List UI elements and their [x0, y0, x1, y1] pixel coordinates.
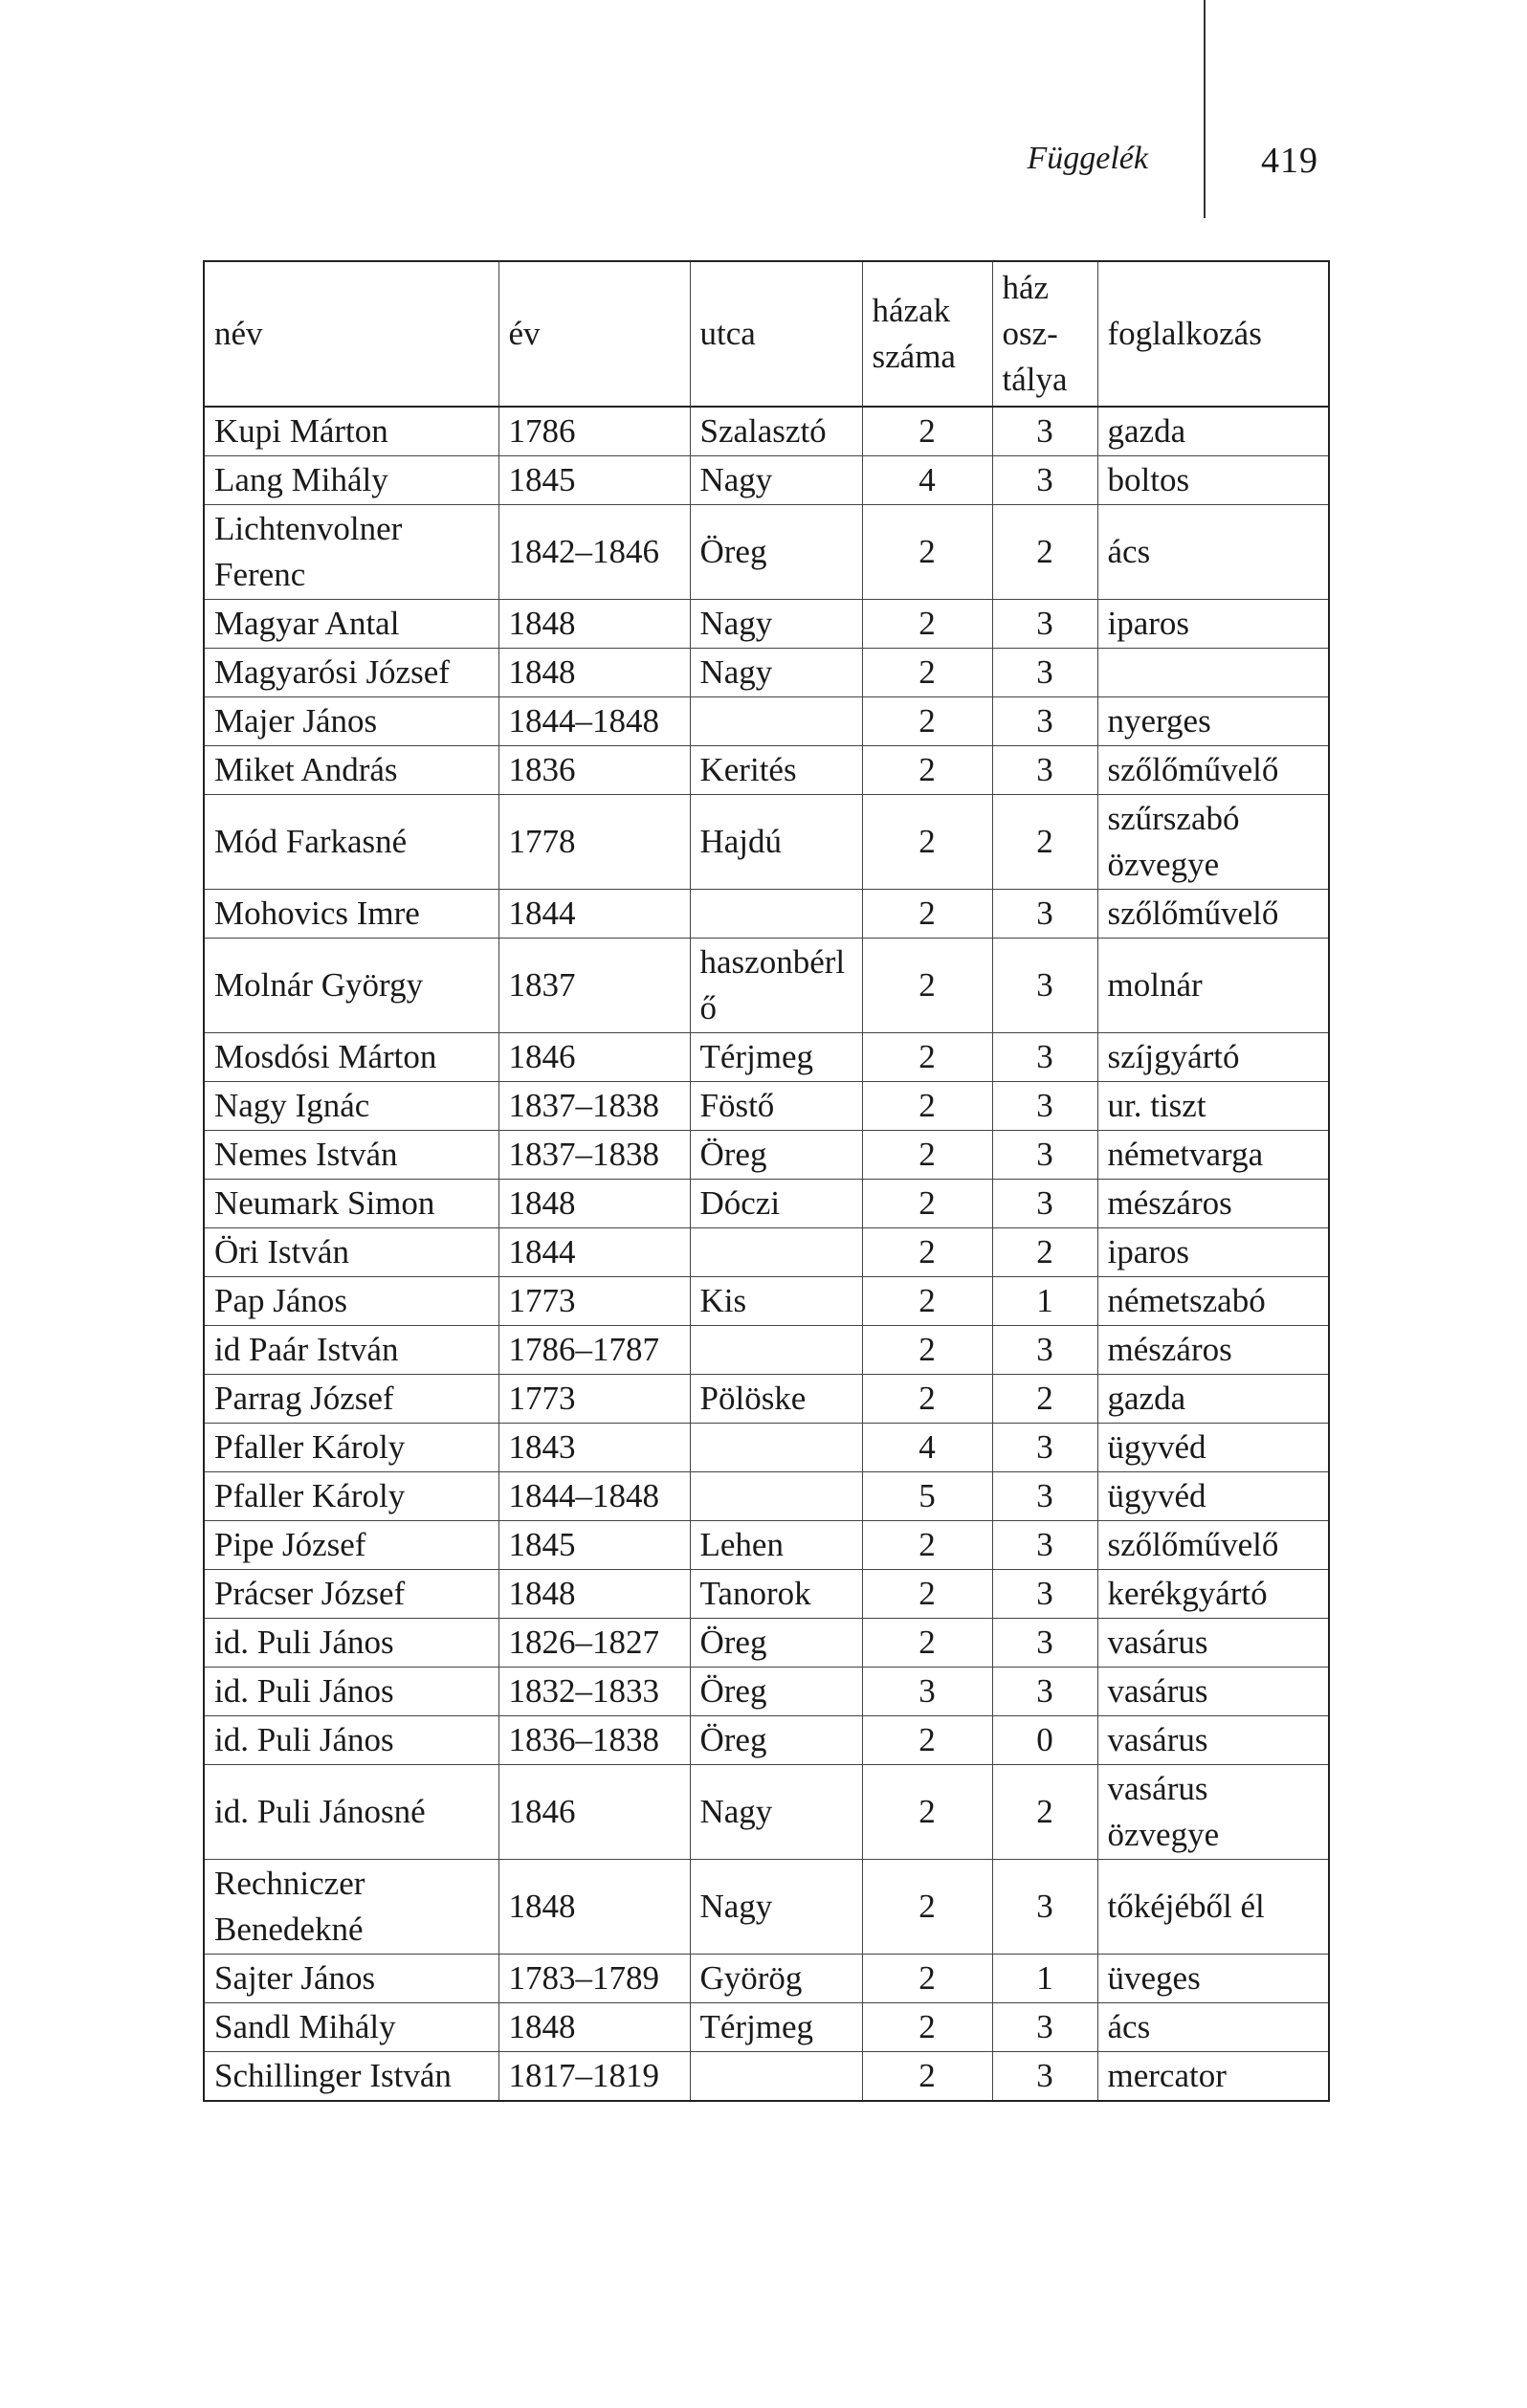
cell-nev: Magyarósi József [204, 649, 498, 697]
cell-nev: Mohovics Imre [204, 890, 498, 939]
cell-haz-osztalya: 3 [992, 1472, 1097, 1521]
cell-ev: 1844 [498, 1228, 690, 1277]
table-row [204, 505, 1329, 600]
table-row [204, 1860, 1329, 1955]
cell-foglalkozas: iparos [1097, 1228, 1329, 1277]
cell-hazak-szama: 2 [862, 939, 992, 1033]
cell-haz-osztalya: 3 [992, 697, 1097, 746]
cell-utca [690, 2052, 862, 2102]
column-header-nev: név [204, 261, 498, 407]
table-row [204, 1521, 1329, 1570]
table-row [204, 697, 1329, 746]
cell-utca: Térjmeg [690, 1033, 862, 1082]
cell-foglalkozas: szíjgyártó [1097, 1033, 1329, 1082]
cell-ev: 1837–1838 [498, 1082, 690, 1131]
cell-nev: Nagy Ignác [204, 1082, 498, 1131]
cell-foglalkozas: szőlőművelő [1097, 746, 1329, 795]
cell-utca: haszonbérlő [690, 939, 862, 1033]
cell-foglalkozas: boltos [1097, 456, 1329, 505]
table-row [204, 1668, 1329, 1716]
cell-utca: Kerités [690, 746, 862, 795]
cell-ev: 1846 [498, 1765, 690, 1860]
cell-haz-osztalya: 3 [992, 1033, 1097, 1082]
cell-ev: 1846 [498, 1033, 690, 1082]
cell-utca [690, 1228, 862, 1277]
cell-utca: Nagy [690, 649, 862, 697]
cell-foglalkozas: vasárus [1097, 1668, 1329, 1716]
cell-utca: Lehen [690, 1521, 862, 1570]
cell-hazak-szama: 2 [862, 1619, 992, 1668]
cell-nev: Mód Farkasné [204, 795, 498, 890]
cell-hazak-szama: 4 [862, 456, 992, 505]
cell-utca: Nagy [690, 1765, 862, 1860]
cell-ev: 1836–1838 [498, 1716, 690, 1765]
cell-nev: Neumark Simon [204, 1180, 498, 1228]
cell-haz-osztalya: 0 [992, 1716, 1097, 1765]
cell-foglalkozas: vasárus [1097, 1716, 1329, 1765]
cell-nev: id. Puli Jánosné [204, 1765, 498, 1860]
cell-nev: Sandl Mihály [204, 2003, 498, 2052]
table-row [204, 2003, 1329, 2052]
cell-ev: 1783–1789 [498, 1955, 690, 2003]
cell-foglalkozas: németvarga [1097, 1131, 1329, 1180]
cell-haz-osztalya: 3 [992, 1570, 1097, 1619]
column-header-ev: év [498, 261, 690, 407]
cell-ev: 1836 [498, 746, 690, 795]
cell-foglalkozas: tőkéjéből él [1097, 1860, 1329, 1955]
cell-nev: Miket András [204, 746, 498, 795]
cell-haz-osztalya: 1 [992, 1955, 1097, 2003]
cell-nev: id. Puli János [204, 1619, 498, 1668]
cell-foglalkozas: szőlőművelő [1097, 1521, 1329, 1570]
cell-nev: Majer János [204, 697, 498, 746]
cell-nev: Lichtenvolner Ferenc [204, 505, 498, 600]
table-row [204, 1277, 1329, 1326]
cell-utca [690, 697, 862, 746]
cell-ev: 1842–1846 [498, 505, 690, 600]
table-row [204, 746, 1329, 795]
cell-nev: Prácser József [204, 1570, 498, 1619]
cell-foglalkozas: mészáros [1097, 1326, 1329, 1375]
cell-utca: Térjmeg [690, 2003, 862, 2052]
table-row [204, 1716, 1329, 1765]
cell-utca: Öreg [690, 1131, 862, 1180]
cell-haz-osztalya: 3 [992, 1668, 1097, 1716]
cell-haz-osztalya: 3 [992, 456, 1097, 505]
cell-ev: 1837 [498, 939, 690, 1033]
cell-haz-osztalya: 2 [992, 505, 1097, 600]
cell-hazak-szama: 2 [862, 1521, 992, 1570]
table-row [204, 939, 1329, 1033]
cell-ev: 1837–1838 [498, 1131, 690, 1180]
cell-utca [690, 1326, 862, 1375]
cell-hazak-szama: 3 [862, 1668, 992, 1716]
cell-utca: Pölöske [690, 1375, 862, 1424]
cell-nev: Parrag József [204, 1375, 498, 1424]
appendix-table [203, 260, 1330, 2102]
cell-foglalkozas: ügyvéd [1097, 1472, 1329, 1521]
cell-nev: Sajter János [204, 1955, 498, 2003]
cell-foglalkozas: ügyvéd [1097, 1424, 1329, 1472]
cell-foglalkozas: gazda [1097, 407, 1329, 456]
cell-nev: Rechniczer Benedekné [204, 1860, 498, 1955]
cell-haz-osztalya: 1 [992, 1277, 1097, 1326]
cell-hazak-szama: 2 [862, 1570, 992, 1619]
cell-utca: Öreg [690, 505, 862, 600]
cell-ev: 1778 [498, 795, 690, 890]
cell-haz-osztalya: 3 [992, 890, 1097, 939]
cell-utca: Hajdú [690, 795, 862, 890]
cell-hazak-szama: 2 [862, 1716, 992, 1765]
cell-ev: 1773 [498, 1375, 690, 1424]
table-row [204, 1228, 1329, 1277]
cell-haz-osztalya: 3 [992, 600, 1097, 649]
column-header-utca: utca [690, 261, 862, 407]
cell-haz-osztalya: 3 [992, 1521, 1097, 1570]
cell-utca [690, 1472, 862, 1521]
cell-haz-osztalya: 3 [992, 407, 1097, 456]
cell-ev: 1817–1819 [498, 2052, 690, 2102]
cell-ev: 1844 [498, 890, 690, 939]
cell-utca: Dóczi [690, 1180, 862, 1228]
table-row [204, 1033, 1329, 1082]
cell-utca: Tanorok [690, 1570, 862, 1619]
cell-hazak-szama: 2 [862, 505, 992, 600]
table-row [204, 1424, 1329, 1472]
cell-ev: 1786 [498, 407, 690, 456]
cell-haz-osztalya: 2 [992, 1228, 1097, 1277]
cell-hazak-szama: 2 [862, 1180, 992, 1228]
cell-foglalkozas: üveges [1097, 1955, 1329, 2003]
table-row [204, 600, 1329, 649]
table-row [204, 1375, 1329, 1424]
cell-utca: Nagy [690, 456, 862, 505]
table-row [204, 795, 1329, 890]
cell-haz-osztalya: 3 [992, 939, 1097, 1033]
cell-hazak-szama: 2 [862, 795, 992, 890]
cell-nev: Pfaller Károly [204, 1472, 498, 1521]
cell-foglalkozas: iparos [1097, 600, 1329, 649]
cell-hazak-szama: 2 [862, 1277, 992, 1326]
cell-ev: 1786–1787 [498, 1326, 690, 1375]
cell-hazak-szama: 2 [862, 600, 992, 649]
cell-ev: 1845 [498, 456, 690, 505]
cell-hazak-szama: 2 [862, 1033, 992, 1082]
cell-hazak-szama: 2 [862, 1375, 992, 1424]
cell-haz-osztalya: 3 [992, 1082, 1097, 1131]
cell-nev: Kupi Márton [204, 407, 498, 456]
cell-nev: Pap János [204, 1277, 498, 1326]
cell-nev: Öri István [204, 1228, 498, 1277]
cell-ev: 1843 [498, 1424, 690, 1472]
cell-ev: 1832–1833 [498, 1668, 690, 1716]
running-header-title: Függelék [1027, 141, 1148, 176]
cell-nev: Magyar Antal [204, 600, 498, 649]
cell-nev: id. Puli János [204, 1716, 498, 1765]
cell-haz-osztalya: 3 [992, 1424, 1097, 1472]
cell-hazak-szama: 2 [862, 890, 992, 939]
cell-ev: 1773 [498, 1277, 690, 1326]
cell-foglalkozas: vasárus [1097, 1619, 1329, 1668]
cell-foglalkozas: ács [1097, 505, 1329, 600]
cell-haz-osztalya: 3 [992, 746, 1097, 795]
cell-ev: 1844–1848 [498, 697, 690, 746]
cell-hazak-szama: 4 [862, 1424, 992, 1472]
cell-foglalkozas: kerékgyártó [1097, 1570, 1329, 1619]
cell-nev: Pipe József [204, 1521, 498, 1570]
cell-haz-osztalya: 3 [992, 649, 1097, 697]
page-number: 419 [1261, 141, 1318, 181]
header-divider [1204, 0, 1206, 218]
cell-utca: Föstő [690, 1082, 862, 1131]
cell-foglalkozas: molnár [1097, 939, 1329, 1033]
cell-utca: Szalasztó [690, 407, 862, 456]
table-row [204, 1619, 1329, 1668]
cell-haz-osztalya: 3 [992, 1131, 1097, 1180]
cell-utca: Nagy [690, 1860, 862, 1955]
table-row [204, 456, 1329, 505]
table-row [204, 1955, 1329, 2003]
cell-hazak-szama: 2 [862, 1955, 992, 2003]
cell-haz-osztalya: 3 [992, 1619, 1097, 1668]
cell-ev: 1844–1848 [498, 1472, 690, 1521]
cell-ev: 1826–1827 [498, 1619, 690, 1668]
cell-foglalkozas: szőlőművelő [1097, 890, 1329, 939]
cell-foglalkozas: vasárus özvegye [1097, 1765, 1329, 1860]
cell-ev: 1848 [498, 1860, 690, 1955]
column-header-foglalkozas: foglalkozás [1097, 261, 1329, 407]
table-row [204, 1326, 1329, 1375]
cell-ev: 1848 [498, 600, 690, 649]
cell-haz-osztalya: 2 [992, 1765, 1097, 1860]
cell-utca: Nagy [690, 600, 862, 649]
cell-nev: Molnár György [204, 939, 498, 1033]
cell-hazak-szama: 2 [862, 1326, 992, 1375]
cell-hazak-szama: 2 [862, 407, 992, 456]
cell-ev: 1848 [498, 649, 690, 697]
cell-ev: 1848 [498, 2003, 690, 2052]
cell-haz-osztalya: 3 [992, 2052, 1097, 2102]
cell-nev: Lang Mihály [204, 456, 498, 505]
cell-foglalkozas: nyerges [1097, 697, 1329, 746]
cell-foglalkozas: mészáros [1097, 1180, 1329, 1228]
table-row [204, 1570, 1329, 1619]
cell-hazak-szama: 2 [862, 2052, 992, 2102]
cell-hazak-szama: 2 [862, 1860, 992, 1955]
table-row [204, 890, 1329, 939]
cell-hazak-szama: 2 [862, 746, 992, 795]
column-header-hazak-szama: házak száma [862, 261, 992, 407]
table-row [204, 1472, 1329, 1521]
cell-hazak-szama: 2 [862, 1131, 992, 1180]
cell-hazak-szama: 2 [862, 1765, 992, 1860]
cell-nev: Pfaller Károly [204, 1424, 498, 1472]
cell-foglalkozas: mercator [1097, 2052, 1329, 2102]
cell-utca [690, 890, 862, 939]
cell-hazak-szama: 2 [862, 649, 992, 697]
table-header-row [204, 261, 1329, 407]
table-row [204, 407, 1329, 456]
cell-nev: Mosdósi Márton [204, 1033, 498, 1082]
cell-ev: 1848 [498, 1180, 690, 1228]
cell-haz-osztalya: 3 [992, 2003, 1097, 2052]
cell-foglalkozas: szűrszabó özvegye [1097, 795, 1329, 890]
cell-nev: Schillinger István [204, 2052, 498, 2102]
cell-hazak-szama: 2 [862, 1082, 992, 1131]
cell-ev: 1845 [498, 1521, 690, 1570]
cell-haz-osztalya: 2 [992, 795, 1097, 890]
cell-foglalkozas [1097, 649, 1329, 697]
column-header-haz-osztalya: ház osz-tálya [992, 261, 1097, 407]
cell-utca [690, 1424, 862, 1472]
cell-utca: Öreg [690, 1619, 862, 1668]
cell-hazak-szama: 2 [862, 697, 992, 746]
cell-nev: Nemes István [204, 1131, 498, 1180]
cell-foglalkozas: ur. tiszt [1097, 1082, 1329, 1131]
cell-haz-osztalya: 3 [992, 1326, 1097, 1375]
cell-foglalkozas: gazda [1097, 1375, 1329, 1424]
cell-foglalkozas: németszabó [1097, 1277, 1329, 1326]
table-row [204, 1765, 1329, 1860]
cell-hazak-szama: 2 [862, 2003, 992, 2052]
cell-hazak-szama: 5 [862, 1472, 992, 1521]
cell-haz-osztalya: 2 [992, 1375, 1097, 1424]
cell-utca: Öreg [690, 1668, 862, 1716]
cell-utca: Györög [690, 1955, 862, 2003]
table-row [204, 1082, 1329, 1131]
cell-haz-osztalya: 3 [992, 1860, 1097, 1955]
table-row [204, 649, 1329, 697]
table-row [204, 1180, 1329, 1228]
cell-haz-osztalya: 3 [992, 1180, 1097, 1228]
cell-nev: id Paár István [204, 1326, 498, 1375]
table-row [204, 2052, 1329, 2102]
cell-utca: Kis [690, 1277, 862, 1326]
cell-utca: Öreg [690, 1716, 862, 1765]
table-row [204, 1131, 1329, 1180]
cell-hazak-szama: 2 [862, 1228, 992, 1277]
cell-foglalkozas: ács [1097, 2003, 1329, 2052]
cell-nev: id. Puli János [204, 1668, 498, 1716]
cell-ev: 1848 [498, 1570, 690, 1619]
